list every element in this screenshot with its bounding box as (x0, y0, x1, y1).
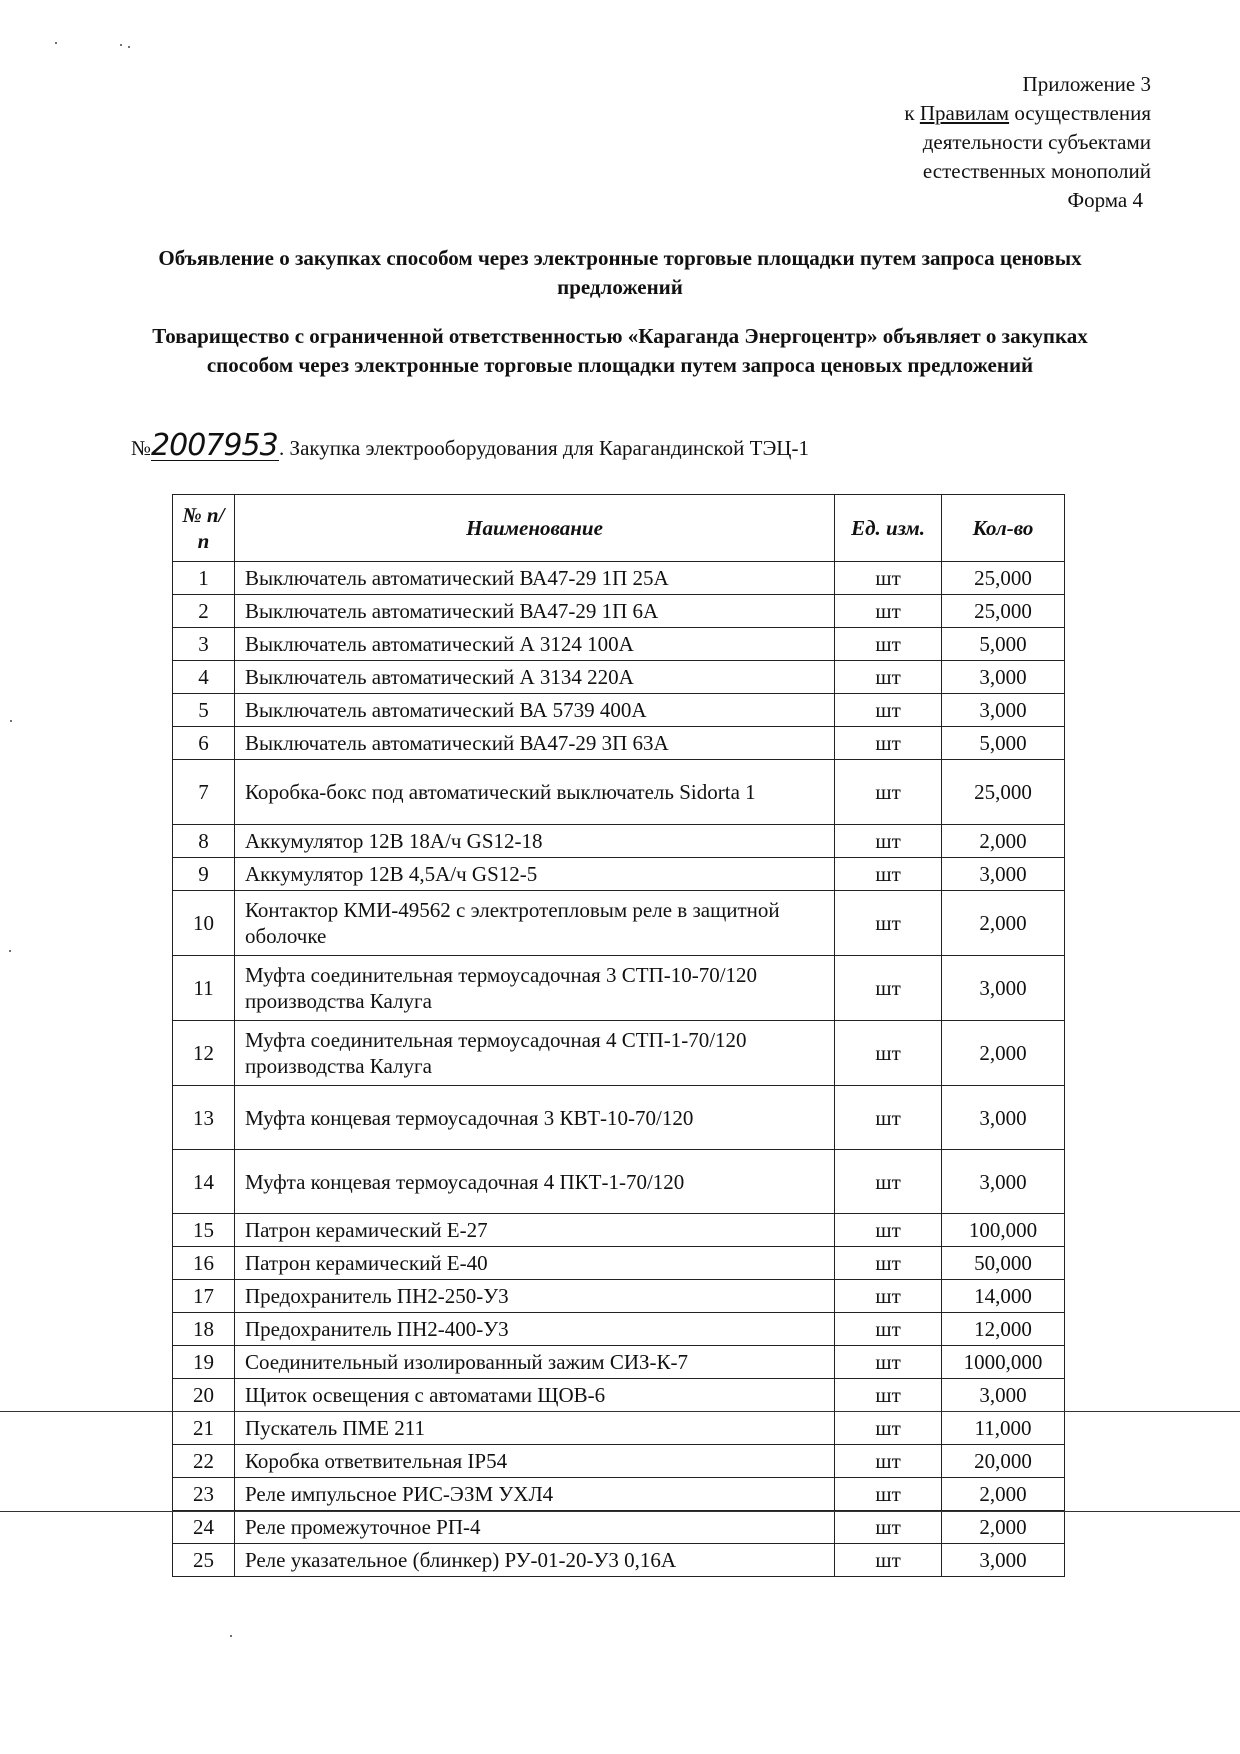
item-name: Контактор КМИ-49562 с электротепловым реле в защитной оболочке (234, 891, 834, 956)
header-qty: Кол-во (942, 495, 1065, 562)
appendix-block (904, 70, 1151, 215)
item-unit: шт (835, 1021, 942, 1086)
item-name: Выключатель автоматический ВА47-29 1П 25А (234, 562, 834, 595)
table-row (173, 1346, 1065, 1379)
row-number: 14 (173, 1150, 235, 1214)
table-row (173, 1478, 1065, 1511)
row-number: 13 (173, 1086, 235, 1150)
table-row (173, 1544, 1065, 1577)
scan-speck (9, 950, 11, 952)
item-quantity: 2,000 (942, 1021, 1065, 1086)
item-name: Выключатель автоматический А 3134 220А (234, 661, 834, 694)
item-name: Предохранитель ПН2-400-У3 (234, 1313, 834, 1346)
item-quantity: 14,000 (942, 1280, 1065, 1313)
row-number: 4 (173, 661, 235, 694)
appendix-rules-prefix: к (904, 101, 920, 125)
item-unit: шт (835, 595, 942, 628)
table-row (173, 562, 1065, 595)
table-row (173, 694, 1065, 727)
lot-number-prefix: № (131, 436, 152, 460)
table-row (173, 1412, 1065, 1445)
item-quantity: 3,000 (942, 694, 1065, 727)
item-quantity: 25,000 (942, 760, 1065, 825)
item-name: Патрон керамический Е-27 (234, 1214, 834, 1247)
item-unit: шт (835, 1412, 942, 1445)
item-unit: шт (835, 1445, 942, 1478)
row-number: 6 (173, 727, 235, 760)
item-unit: шт (835, 727, 942, 760)
row-number: 3 (173, 628, 235, 661)
item-quantity: 20,000 (942, 1445, 1065, 1478)
table-row (173, 858, 1065, 891)
item-name: Муфта концевая термоусадочная 3 КВТ-10-70/120 (234, 1086, 834, 1150)
item-name: Выключатель автоматический ВА47-29 1П 6А (234, 595, 834, 628)
item-quantity: 1000,000 (942, 1346, 1065, 1379)
item-unit: шт (835, 760, 942, 825)
row-number: 18 (173, 1313, 235, 1346)
item-unit: шт (835, 858, 942, 891)
item-quantity: 3,000 (942, 1544, 1065, 1577)
item-unit: шт (835, 562, 942, 595)
item-name: Выключатель автоматический А 3124 100А (234, 628, 834, 661)
item-unit: шт (835, 694, 942, 727)
appendix-rules-line (904, 99, 1151, 128)
appendix-title: Приложение 3 (1022, 72, 1151, 96)
row-number: 23 (173, 1478, 235, 1511)
scan-line (0, 1411, 1240, 1412)
item-name: Аккумулятор 12В 4,5А/ч GS12-5 (234, 858, 834, 891)
item-quantity: 25,000 (942, 562, 1065, 595)
item-unit: шт (835, 1280, 942, 1313)
row-number: 19 (173, 1346, 235, 1379)
item-name: Муфта соединительная термоусадочная 4 СТП-1-70/120 производства Калуга (234, 1021, 834, 1086)
table-row (173, 595, 1065, 628)
item-quantity: 12,000 (942, 1313, 1065, 1346)
item-quantity: 2,000 (942, 1511, 1065, 1544)
table-row (173, 1214, 1065, 1247)
table-row (173, 956, 1065, 1021)
item-quantity: 2,000 (942, 1478, 1065, 1511)
scan-line (0, 1511, 1240, 1512)
item-unit: шт (835, 1346, 942, 1379)
item-name: Реле промежуточное РП-4 (234, 1511, 834, 1544)
item-unit: шт (835, 1214, 942, 1247)
row-number: 22 (173, 1445, 235, 1478)
table-row (173, 760, 1065, 825)
item-quantity: 3,000 (942, 956, 1065, 1021)
table-row (173, 1313, 1065, 1346)
item-quantity: 3,000 (942, 1086, 1065, 1150)
item-name: Щиток освещения с автоматами ЩОВ-6 (234, 1379, 834, 1412)
item-quantity: 11,000 (942, 1412, 1065, 1445)
row-number: 15 (173, 1214, 235, 1247)
item-quantity: 5,000 (942, 628, 1065, 661)
row-number: 7 (173, 760, 235, 825)
table-row (173, 1280, 1065, 1313)
item-name: Муфта соединительная термоусадочная 3 СТП-10-70/120 производства Калуга (234, 956, 834, 1021)
item-quantity: 5,000 (942, 727, 1065, 760)
table-row (173, 661, 1065, 694)
rules-link[interactable]: Правилам (919, 101, 1010, 125)
item-quantity: 50,000 (942, 1247, 1065, 1280)
item-name: Выключатель автоматический ВА 5739 400А (234, 694, 834, 727)
scan-speck (10, 720, 12, 722)
row-number: 5 (173, 694, 235, 727)
item-unit: шт (835, 1478, 942, 1511)
row-number: 21 (173, 1412, 235, 1445)
item-unit: шт (835, 661, 942, 694)
scan-speck (120, 44, 122, 46)
item-quantity: 3,000 (942, 1379, 1065, 1412)
organizer-heading: Товарищество с ограниченной ответственностью «Караганда Энергоцентр» объявляет о закупках способом через электронные торговые площадки путем запроса ценовых предложений (152, 324, 1088, 377)
row-number: 8 (173, 825, 235, 858)
table-header-row (173, 495, 1065, 562)
lot-title: . Закупка электрооборудования для Карагандинской ТЭЦ-1 (279, 436, 809, 460)
item-unit: шт (835, 825, 942, 858)
item-quantity: 2,000 (942, 891, 1065, 956)
scan-speck (55, 42, 57, 44)
table-row (173, 1379, 1065, 1412)
row-number: 2 (173, 595, 235, 628)
item-unit: шт (835, 1150, 942, 1214)
row-number: 24 (173, 1511, 235, 1544)
appendix-line-3: деятельности субъектами (922, 130, 1151, 154)
item-name: Коробка ответвительная IP54 (234, 1445, 834, 1478)
item-name: Патрон керамический Е-40 (234, 1247, 834, 1280)
lot-line (131, 428, 809, 463)
item-unit: шт (835, 1544, 942, 1577)
row-number: 12 (173, 1021, 235, 1086)
header-name: Наименование (234, 495, 834, 562)
item-quantity: 3,000 (942, 1150, 1065, 1214)
form-number: Форма 4 (1067, 188, 1143, 212)
table-row (173, 1445, 1065, 1478)
table-row (173, 825, 1065, 858)
item-unit: шт (835, 1086, 942, 1150)
item-name: Аккумулятор 12В 18А/ч GS12-18 (234, 825, 834, 858)
header-num: № п/п (173, 495, 235, 562)
item-unit: шт (835, 1313, 942, 1346)
table-row (173, 628, 1065, 661)
item-unit: шт (835, 891, 942, 956)
row-number: 25 (173, 1544, 235, 1577)
item-name: Реле импульсное РИС-ЭЗМ УХЛ4 (234, 1478, 834, 1511)
item-name: Выключатель автоматический ВА47-29 3П 63А (234, 727, 834, 760)
item-quantity: 100,000 (942, 1214, 1065, 1247)
appendix-line-4: естественных монополий (922, 159, 1151, 183)
row-number: 16 (173, 1247, 235, 1280)
lot-number-handwritten: 2007953 (151, 428, 278, 463)
table-row (173, 727, 1065, 760)
item-quantity: 2,000 (942, 825, 1065, 858)
item-name: Соединительный изолированный зажим СИЗ-К-7 (234, 1346, 834, 1379)
item-unit: шт (835, 1247, 942, 1280)
table-row (173, 1247, 1065, 1280)
item-quantity: 3,000 (942, 661, 1065, 694)
item-name: Коробка-бокс под автоматический выключатель Sidorta 1 (234, 760, 834, 825)
row-number: 20 (173, 1379, 235, 1412)
header-unit: Ед. изм. (835, 495, 942, 562)
row-number: 11 (173, 956, 235, 1021)
table-row (173, 1086, 1065, 1150)
item-quantity: 3,000 (942, 858, 1065, 891)
item-unit: шт (835, 956, 942, 1021)
row-number: 17 (173, 1280, 235, 1313)
scan-speck (230, 1635, 232, 1637)
table-row (173, 1511, 1065, 1544)
item-unit: шт (835, 1511, 942, 1544)
table-row (173, 1150, 1065, 1214)
item-quantity: 25,000 (942, 595, 1065, 628)
item-name: Реле указательное (блинкер) РУ-01-20-У3 0,16А (234, 1544, 834, 1577)
appendix-rules-suffix: осуществления (1009, 101, 1151, 125)
row-number: 1 (173, 562, 235, 595)
row-number: 9 (173, 858, 235, 891)
item-name: Муфта концевая термоусадочная 4 ПКТ-1-70/120 (234, 1150, 834, 1214)
table-row (173, 891, 1065, 956)
items-table (172, 494, 1065, 1577)
row-number: 10 (173, 891, 235, 956)
announcement-heading: Объявление о закупках способом через электронные торговые площадки путем запроса ценовых предложений (158, 246, 1082, 299)
item-name: Пускатель ПМЕ 211 (234, 1412, 834, 1445)
item-unit: шт (835, 1379, 942, 1412)
table-row (173, 1021, 1065, 1086)
scan-speck (128, 46, 130, 48)
item-name: Предохранитель ПН2-250-У3 (234, 1280, 834, 1313)
item-unit: шт (835, 628, 942, 661)
